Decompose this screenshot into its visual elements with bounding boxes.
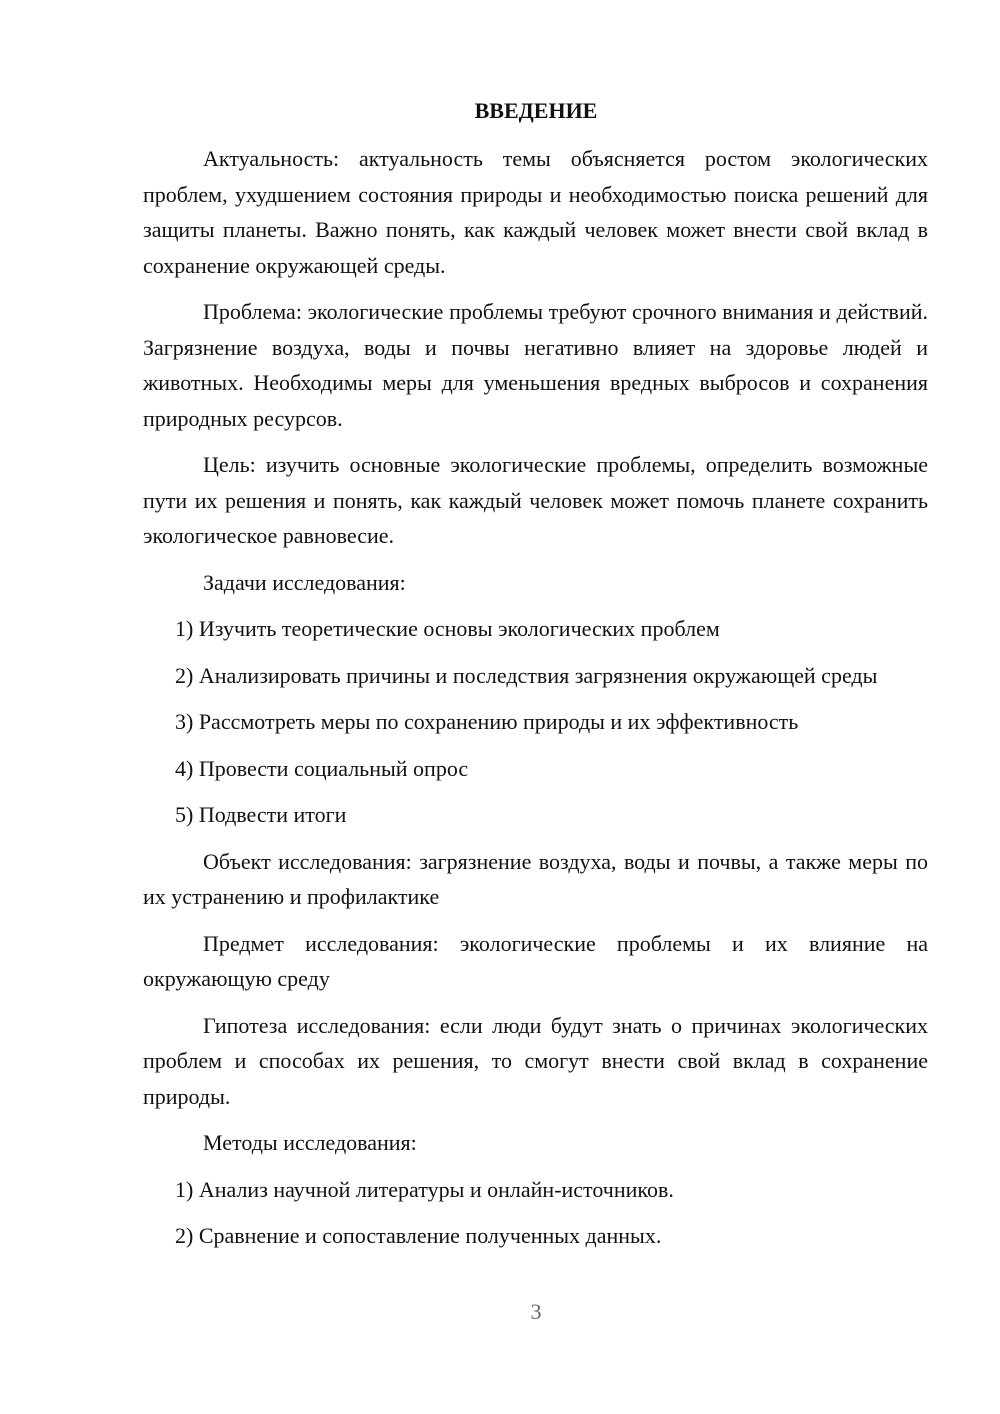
hypothesis-paragraph: Гипотеза исследования: если люди будут знать о причинах экологических проблем и способах их решения, то смогут внести свой вклад в сохранение природы. (143, 1012, 928, 1109)
task-item: 3) Рассмотреть меры по сохранению природы и их эффективность (175, 709, 799, 734)
tasks-heading: Задачи исследования: (203, 569, 406, 595)
methods-heading: Методы исследования: (203, 1130, 417, 1155)
task-item: 4) Провести социальный опрос (175, 755, 469, 781)
object-paragraph: Объект исследования: загрязнение воздуха, воды и почвы, а также меры по их устранению и профилактике (143, 848, 928, 909)
document-body (143, 141, 928, 1265)
task-item: 1) Изучить теоретические основы экологических проблем (175, 616, 720, 641)
goal-paragraph: Цель: изучить основные экологические проблемы, определить возможные пути их решения и понять, как каждый человек может помочь планете сохранить экологическое равновесие. (143, 452, 928, 548)
method-item: 1) Анализ научной литературы и онлайн-источников. (175, 1176, 674, 1202)
page-number: 3 (530, 1299, 542, 1324)
task-item: 2) Анализировать причины и последствия загрязнения окружающей среды (175, 662, 878, 688)
problem-paragraph: Проблема: экологические проблемы требуют срочного внимания и действий. Загрязнение воздуха, воды и почвы негативно влияет на здоровье людей и животных. Необходимы меры для уменьшения вредных выбросов и сохранения природных ресурсов. (143, 299, 928, 431)
method-item: 2) Сравнение и сопоставление полученных данных. (175, 1223, 662, 1248)
relevance-paragraph: Актуальность: актуальность темы объясняется ростом экологических проблем, ухудшением состояния природы и необходимостью поиска решений для защиты планеты. Важно понять, как каждый человек может внести свой вклад в сохранение окружающей среды. (143, 146, 928, 278)
page-title: ВВЕДЕНИЕ (474, 98, 598, 123)
task-item: 5) Подвести итоги (175, 802, 347, 827)
subject-paragraph: Предмет исследования: экологические проблемы и их влияние на окружающую среду (143, 930, 928, 991)
